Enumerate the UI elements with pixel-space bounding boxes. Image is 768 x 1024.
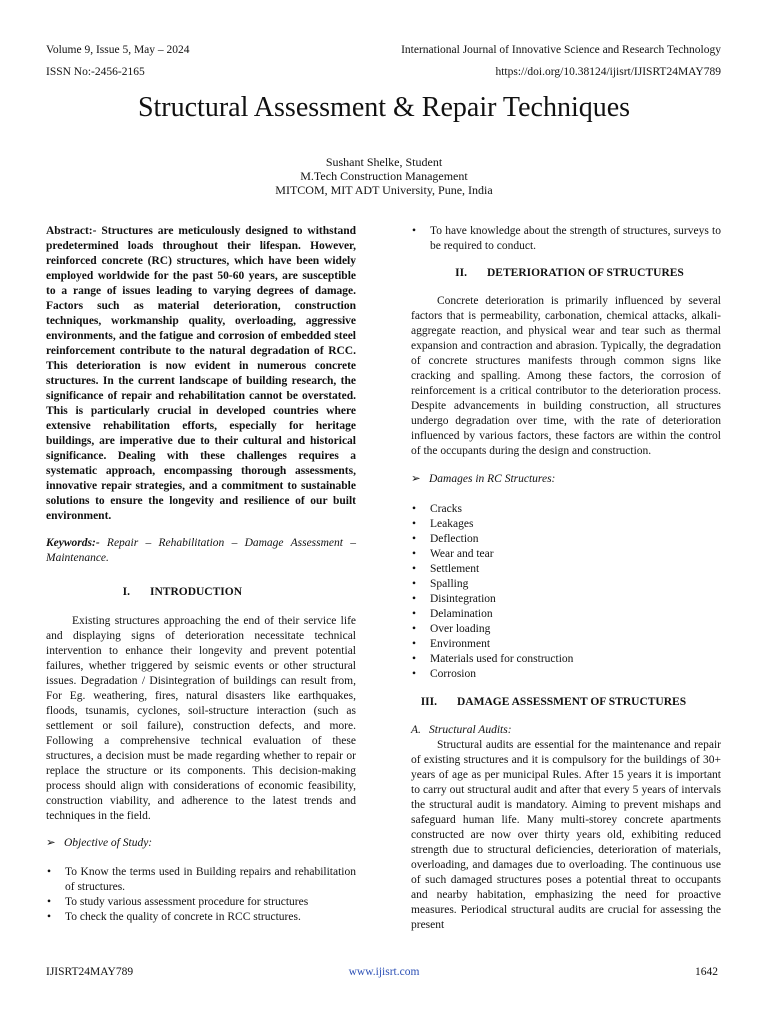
section-heading-introduction: [46, 585, 356, 600]
author-name: Sushant Shelke, Student: [325, 155, 443, 169]
author-program: M.Tech Construction Management: [300, 169, 468, 183]
arrow-bullet-icon: ➢: [46, 837, 56, 849]
keywords-text: Repair – Rehabilitation – Damage Assessment – Maintenance.: [46, 537, 356, 564]
issn: ISSN No:-2456-2165: [46, 66, 145, 78]
objective-heading: [46, 836, 356, 851]
footer-paper-id: IJISRT24MAY789: [46, 966, 134, 978]
arrow-bullet-icon: ➢: [411, 473, 421, 485]
footer-website: [0, 966, 768, 978]
website-link[interactable]: www.ijisrt.com: [348, 966, 420, 978]
damages-list: [411, 502, 721, 682]
list-item: • To study various assessment procedure for structures: [46, 895, 356, 910]
subsection-title: Structural Audits:: [429, 724, 512, 736]
section-heading-deterioration: [411, 266, 721, 281]
list-item: • Over loading: [411, 622, 721, 637]
list-item: • Materials used for construction: [411, 652, 721, 667]
list-item: • Corrosion: [411, 667, 721, 682]
list-item: • Delamination: [411, 607, 721, 622]
list-item: • Cracks: [411, 502, 721, 517]
keywords-label: Keywords:-: [46, 537, 100, 549]
section-title: DETERIORATION OF STRUCTURES: [487, 267, 684, 279]
section-title: INTRODUCTION: [150, 586, 243, 598]
list-item: • To Know the terms used in Building repairs and rehabilitation of structures.: [46, 865, 356, 895]
list-item: • Deflection: [411, 532, 721, 547]
paper-title: Structural Assessment & Repair Techniques: [137, 92, 631, 123]
list-item: • To check the quality of concrete in RCC structures.: [46, 910, 356, 925]
section-heading-damage-assessment: [411, 695, 721, 710]
damages-heading: [411, 472, 721, 487]
section-number: III.: [420, 696, 437, 708]
keywords: [46, 536, 356, 566]
right-column: [411, 224, 721, 933]
introduction-paragraph: Existing structures approaching the end of their service life and displaying signs of deterioration necessitate technical intervention to enhance their longevity and prevent potential failures, whether triggered by seismic events or other structural issues. Degradation / Disintegration of buildings can result from, For Eg. weathering, fires, natural disasters like earthquakes, floods, tsunamis, cyclones, soil-structure interaction (such as settlement or soil failure), construction defects, and more. Following a comprehensive technical evaluation of these structures, a decision must be made regarding whether to repair or replace the structure or its components. This decision-making process should align with considerations of economic feasibility, construction viability, and adherence to the latest trends and techniques in the field.: [46, 615, 356, 822]
subsection-label: A.: [411, 724, 421, 736]
journal-name: International Journal of Innovative Science and Research Technology: [401, 44, 721, 56]
page-number: 1642: [695, 966, 718, 978]
list-item: • Environment: [411, 637, 721, 652]
list-item: • Settlement: [411, 562, 721, 577]
left-column: [46, 224, 356, 925]
subsection-heading-structural-audits: [411, 723, 721, 738]
list-item: • Spalling: [411, 577, 721, 592]
section-number: II.: [455, 267, 467, 279]
section-title: DAMAGE ASSESSMENT OF STRUCTURES: [457, 696, 687, 708]
author-affiliation: MITCOM, MIT ADT University, Pune, India: [275, 183, 493, 197]
list-item: • Leakages: [411, 517, 721, 532]
abstract: Abstract:- Structures are meticulously designed to withstand predetermined loads throughout their lifespan. However, reinforced concrete (RC) structures, which have been widely employed worldwide for the past 50-60 years, are susceptible to a range of issues leading to varying degrees of damage. Factors such as material deterioration, construction techniques, workmanship quality, overloading, aggressive environments, and the fatigue and corrosion of embedded steel reinforcement contribute to the natural degradation of RCC. This deterioration is now evident in numerous concrete structures. In the current landscape of building research, the significance of repair and rehabilitation cannot be overstated. This is particularly crucial in developed countries where extensive rehabilitation efforts, especially for heritage buildings, are imperative due to their cultural and historical significance. Dealing with these challenges requires a systematic approach, encompassing thorough assessments, innovative repair strategies, and a commitment to sustainable solutions to ensure the longevity and resilience of our built environment.: [46, 225, 356, 522]
objective-heading-text: Objective of Study:: [64, 837, 153, 849]
structural-audits-paragraph: Structural audits are essential for the maintenance and repair of existing structures and it is compulsory for the buildings of 30+ years of age as per municipal Rules. After 15 years it is important to carry out structural audit and after that every 5 years of intervals the structural audit is mandatory. Aiming to prevent mishaps and safeguard human life. Many multi-storey concrete apartments constructed are now over thirty years old, exhibiting reduced strength due to structural deficiencies, deterioration of materials, overloading, and damages due to overloading. The continuous use of such damaged structures poses a potential threat to occupants and nearby habitation, emphasizing the need for proactive measures. Periodical structural audits are crucial for assessing the present: [411, 739, 721, 931]
doi-link[interactable]: https://doi.org/10.38124/ijisrt/IJISRT24MAY789: [495, 66, 721, 78]
list-item: • To have knowledge about the strength of structures, surveys to be required to conduct.: [411, 224, 721, 254]
objectives-list: [46, 865, 356, 925]
journal-volume: Volume 9, Issue 5, May – 2024: [46, 44, 190, 56]
list-item: • Disintegration: [411, 592, 721, 607]
damages-heading-text: Damages in RC Structures:: [429, 473, 556, 485]
section-number: I.: [122, 586, 130, 598]
deterioration-paragraph: Concrete deterioration is primarily influenced by several factors that is permeability, carbonation, chemical attacks, alkali-aggregate reaction, and physical wear and tear such as thermal expansion and contraction and abrasion. Typically, the degradation of concrete structures manifests through common signs like cracking and spalling. Among these factors, the corrosion of reinforcement is a critical contributor to the deterioration process. Despite advancements in building construction, all structures undergo degradation over time, with the rate of deterioration influenced by various factors, these factors are within the control of the occupants during the design and construction.: [411, 295, 721, 457]
objectives-list-continued: [411, 224, 721, 254]
list-item: • Wear and tear: [411, 547, 721, 562]
